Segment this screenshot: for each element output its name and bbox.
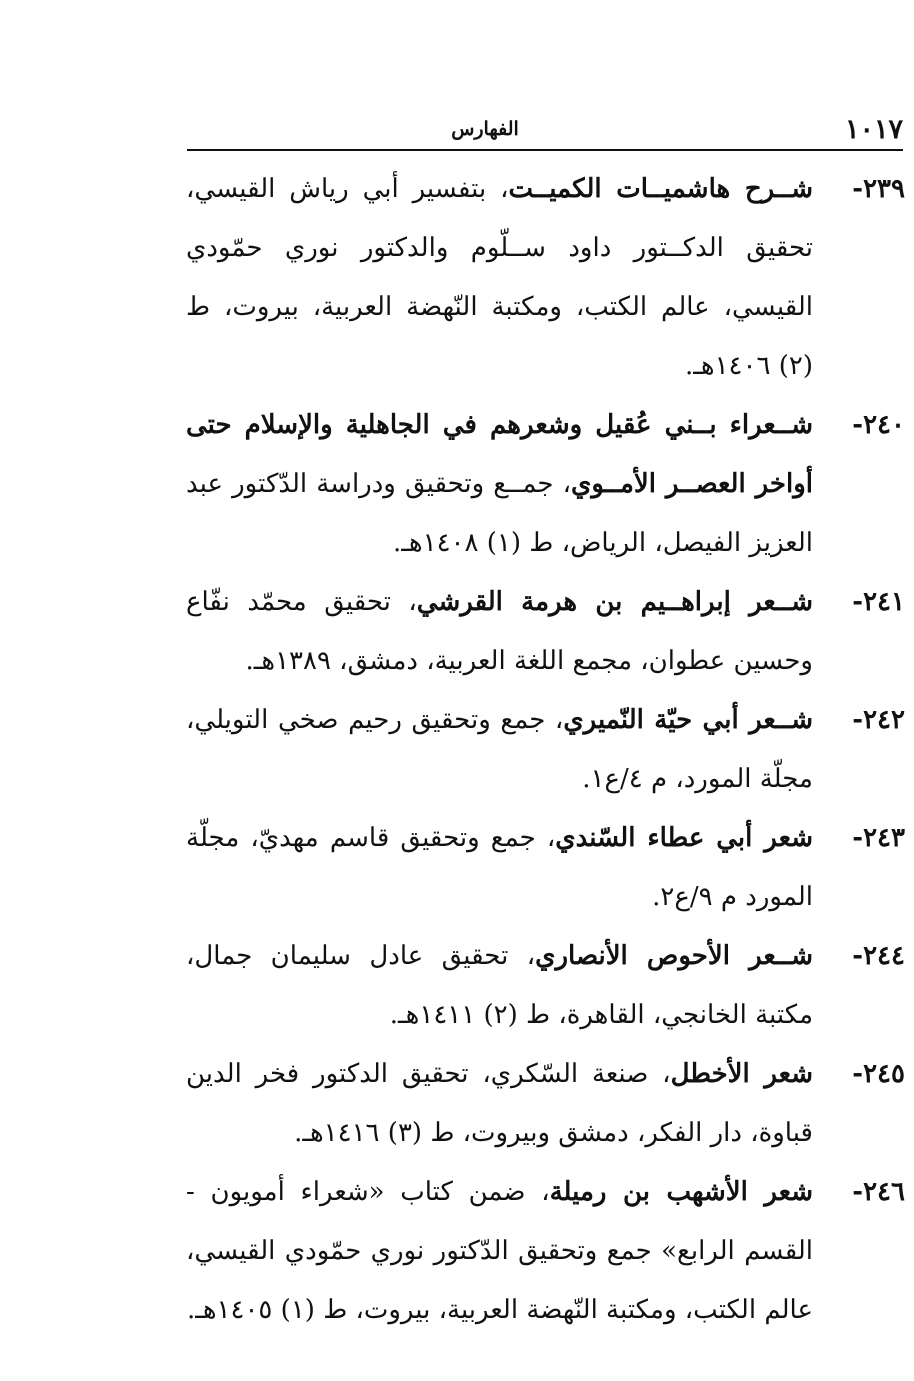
page-number: ١٠١٧ [844,114,903,145]
bibliography-entry-240 [186,396,905,573]
entry-details: ، ضمن كتاب «شعراء أمويون - القسم الرابع» جمع وتحقيق الدّكتور نوري حمّودي القيسي، عالم الكتب، ومكتبة النّهضة العربية، بيروت، ط (١) ١٤٠٥هـ. [186,1177,813,1325]
entry-number: ٢٤٠- [852,410,905,440]
entry-title: شعر الأخطل [670,1059,813,1089]
bibliography-entry-246 [186,1163,905,1340]
entry-number: ٢٤٣- [852,823,905,853]
entry-details: ، تحقيق عادل سليمان جمال، مكتبة الخانجي، القاهرة، ط (٢) ١٤١١هـ. [186,941,813,1030]
page-header [187,112,903,148]
bibliography-entry-244 [186,927,905,1045]
entry-number: ٢٤١- [852,587,905,617]
running-title: الفهارس [451,118,519,140]
bibliography-entry-245 [186,1045,905,1163]
header-rule [187,149,903,151]
entry-details: ، بتفسير أبي رياش القيسي، تحقيق الدكــتور داود ســلّوم والدكتور نوري حمّودي القيسي، عالم الكتب، ومكتبة النّهضة العربية، بيروت، ط (٢) ١٤٠٦هـ. [186,174,813,381]
entry-title: شــعر الأحوص الأنصاري [535,941,813,971]
bibliography-list [186,160,905,1340]
entry-details: ، صنعة السّكري، تحقيق الدكتور فخر الدين قباوة، دار الفكر، دمشق وبيروت، ط (٣) ١٤١٦هـ. [186,1059,813,1148]
entry-title: شــعراء بــني عُقيل وشعرهم في الجاهلية والإسلام حتى أواخر العصــر الأمــوي [186,410,813,499]
entry-title: شعر الأشهب بن رميلة [549,1177,813,1207]
entry-number: ٢٤٦- [852,1177,905,1207]
entry-number: ٢٣٩- [852,174,905,204]
entry-number: ٢٤٥- [852,1059,905,1089]
bibliography-entry-241 [186,573,905,691]
entry-title: شــعر إبراهــيم بن هرمة القرشي [416,587,813,617]
bibliography-entry-242 [186,691,905,809]
entry-details: ، جمع وتحقيق رحيم صخي التويلي، مجلّة المورد، م ٤/ع١. [186,705,813,794]
entry-title: شــرح هاشميــات الكميــت [508,174,813,204]
entry-details: ، تحقيق محمّد نفّاع وحسين عطوان، مجمع اللغة العربية، دمشق، ١٣٨٩هـ. [186,587,813,676]
entry-details: ، جمــع وتحقيق ودراسة الدّكتور عبد العزيز الفيصل، الرياض، ط (١) ١٤٠٨هـ. [186,469,813,558]
bibliography-entry-243 [186,809,905,927]
entry-number: ٢٤٢- [852,705,905,735]
entry-number: ٢٤٤- [852,941,905,971]
entry-title: شــعر أبي حيّة النّميري [563,705,813,735]
entry-title: شعر أبي عطاء السّندي [555,823,813,853]
bibliography-entry-239 [186,160,905,396]
entry-details: ، جمع وتحقيق قاسم مهديّ، مجلّة المورد م ٩/ع٢. [186,823,813,912]
